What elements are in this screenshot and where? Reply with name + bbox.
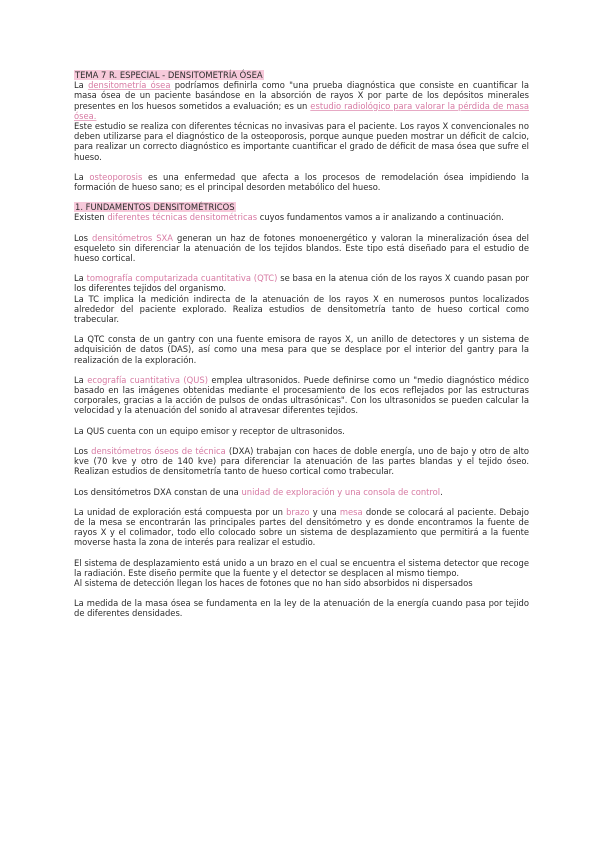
term-osteoporosis: osteoporosis [89, 171, 143, 182]
dxa-components-paragraph: Los densitómetros DXA constan de una unidad de exploración y una consola de control. [74, 486, 443, 497]
term-dxa: densitómetros óseos de técnica [91, 445, 226, 456]
term-estudio-radiologico: estudio radiológico para valorar la pérdida de masa ósea. [74, 100, 530, 121]
qus-equipment-paragraph: La QUS cuenta con un equipo emisor y receptor de ultrasonidos. [74, 425, 345, 436]
term-qus: ecografía cuantitativa (QUS) [87, 374, 208, 385]
section-intro: Existen diferentes técnicas densitométricas cuyos fundamentos vamos a ir analizando a continuación. [74, 212, 504, 223]
unit-paragraph: La unidad de exploración está compuesta por un brazo y una mesa donde se colocará al paciente. Debajo de la mesa se encontrarán las principales partes del densitómetro y es donde encontramos la fuente de rayos X y el colimador, todo ello colocado sobre un sistema de desplazamiento que permitirá a la fuente moverse hasta la zona de interés para realizar el estudio. [74, 506, 529, 548]
intro-paragraph: La densitometría ósea podríamos definirla como "una prueba diagnóstica que consiste en cuantificar la masa ósea de un paciente basándose en la absorción de rayos X por parte de los depósitos minerales presentes en los huesos sometidos a evaluación; es un estudio radiológico para valorar la pérdida de masa ósea. [74, 80, 530, 121]
qtc-gantry-paragraph: La QTC consta de un gantry con una fuente emisora de rayos X, un anillo de detectores y un sistema de adquisición de datos (DAS), así como una mesa para que se desplace por el interior del gantry para la realización de la exploración. [74, 334, 529, 365]
term-qtc: tomografía computarizada cuantitativa (QTC) [86, 273, 278, 284]
term-tecnicas: diferentes técnicas densitométricas [107, 212, 258, 223]
document-page [74, 70, 529, 619]
detection-paragraph: Al sistema de detección llegan los haces de fotones que no han sido absorbidos ni dispersados [74, 577, 473, 588]
dxa-paragraph: Los densitómetros óseos de técnica (DXA) trabajan con haces de doble energía, uno de bajo y otro de alto kve (70 kve y otro de 140 kve) para diferenciar la atenuación de las partes blandas y el tejido óseo. Realizan estudios de densitometría tanto de hueso cortical como trabecular. [74, 445, 529, 477]
term-sxa: densitómetros SXA [92, 232, 174, 243]
term-mesa: mesa [339, 506, 363, 517]
qus-paragraph: La ecografía cuantitativa (QUS) emplea ultrasonidos. Puede definirse como un "medio diagnóstico médico basado en las imágenes obtenidas mediante el procesamiento de los ecos reflejados por las estructuras corporales, gracias a la acción de pulsos de ondas ultrasónicas". Con los ultrasonidos se pueden calcular la velocidad y la atenuación del sonido al atravesar diferentes tejidos. [74, 374, 529, 416]
sxa-paragraph: Los densitómetros SXA generan un haz de fotones monoenergético y valoran la mineralización ósea del esqueleto sin diferenciar la atenuación de los tejidos blandos. Este tipo está diseñado para el estudio de hueso cortical. [74, 232, 530, 264]
displacement-paragraph: El sistema de desplazamiento está unido a un brazo en el cual se encuentra el sistema detector que recoge la radiación. Este diseño permite que la fuente y el detector se desplacen al mismo tiempo. [74, 557, 529, 578]
tc-paragraph: La TC implica la medición indirecta de la atenuación de los rayos X en numerosos puntos localizados alrededor del paciente explorado. Realiza estudios de densitometría tanto de hueso cortical como trabecular. [74, 293, 529, 325]
section-title: 1. FUNDAMENTOS DENSITOMÉTRICOS [75, 202, 235, 213]
term-brazo: brazo [286, 506, 310, 517]
term-densitometria: densitometría ósea [88, 80, 171, 91]
term-unidad-consola: unidad de exploración y una consola de control [241, 486, 441, 497]
qtc-paragraph: La tomografía computarizada cuantitativa (QTC) se basa en la atenua ción de los rayos X cuando pasan por los diferentes tejidos del organismo. [74, 273, 530, 294]
osteoporosis-paragraph: La osteoporosis es una enfermedad que afecta a los procesos de remodelación ósea impidiendo la formación de hueso sano; es el principal desorden metabólico del hueso. [74, 171, 529, 193]
measurement-paragraph: La medida de la masa ósea se fundamenta en la ley de la atenuación de la energía cuando pasa por tejido de diferentes densidades. [74, 598, 529, 619]
page-title: TEMA 7 R. ESPECIAL - DENSITOMETRÍA ÓSEA [75, 70, 263, 80]
intro-paragraph-2: Este estudio se realiza con diferentes técnicas no invasivas para el paciente. Los rayos X convencionales no deben utilizarse para el diagnóstico de la osteoporosis, porque aunque pueden mostrar un déficit de calcio, para realizar un correcto diagnóstico es importante cuantificar el grado de déficit de masa ósea que sufre el hueso. [74, 121, 529, 162]
